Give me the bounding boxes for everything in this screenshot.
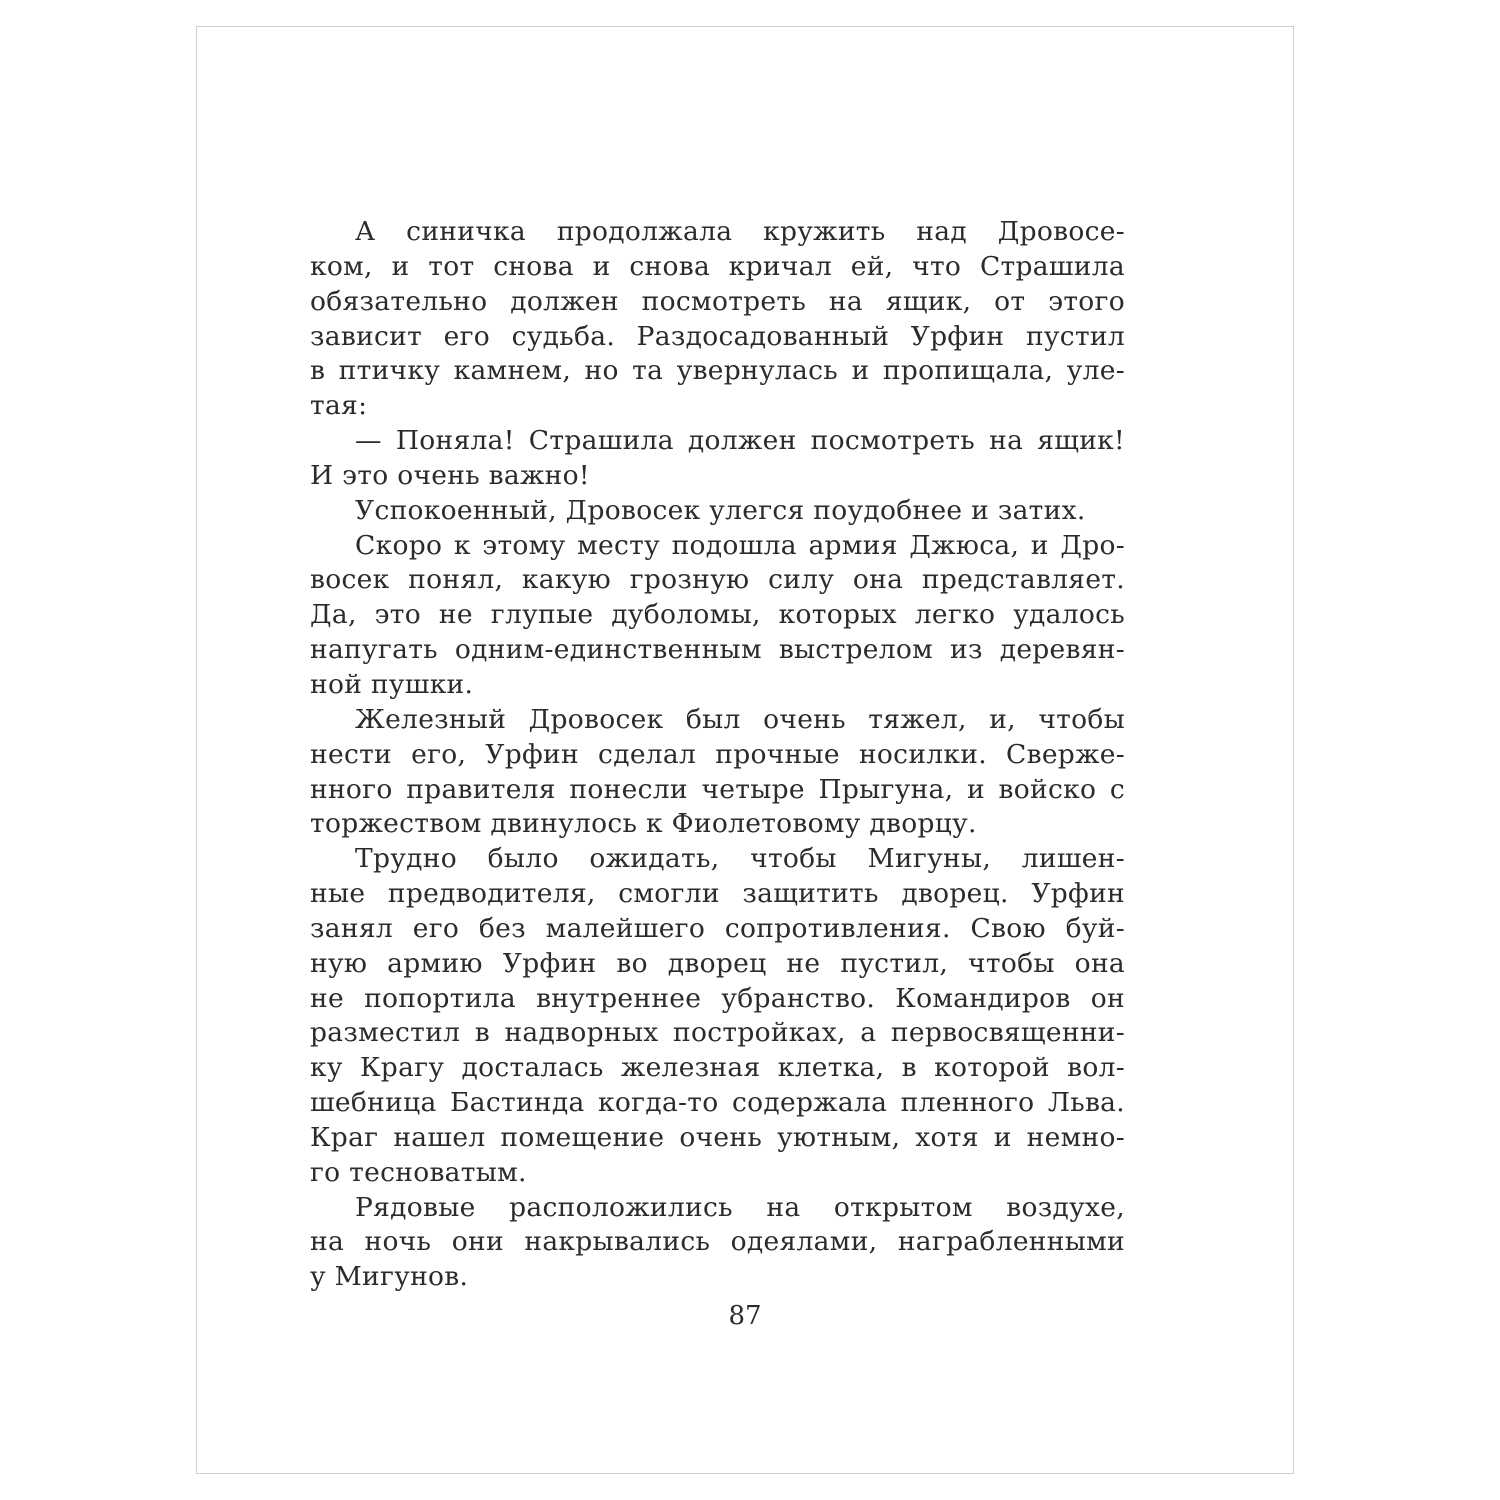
text-line: шебница Бастинда когда-то содержала пленного Льва. [310,1087,1125,1119]
page-body-text [310,215,1125,1295]
text-line: Да, это не глупые дуболомы, которых легко удалось [310,599,1125,631]
page-number: 87 [728,1301,762,1331]
text-line: Скоро к этому месту подошла армия Джюса, и Дро- [355,529,1125,561]
text-line: ные предводителя, смогли защитить дворец. Урфин [310,878,1125,910]
text-line: напугать одним-единственным выстрелом из деревян- [310,634,1125,666]
text-line: тая: [310,390,368,422]
text-line: го тесноватым. [310,1156,527,1188]
text-line: ком, и тот снова и снова кричал ей, что Страшила [310,250,1125,282]
text-line: торжеством двинулось к Фиолетовому дворцу. [310,808,977,840]
text-line: не попортила внутреннее убранство. Командиров он [310,982,1125,1014]
text-line: И это очень важно! [310,459,590,491]
text-line: у Мигунов. [310,1261,469,1293]
text-line: нного правителя понесли четыре Прыгуна, и войско с [310,773,1125,805]
book-page [196,26,1294,1474]
text-line: занял его без малейшего сопротивления. Свою буй- [310,912,1125,944]
text-line: — Поняла! Страшила должен посмотреть на ящик! [355,425,1125,457]
text-line: Рядовые расположились на открытом воздухе, [355,1191,1125,1223]
text-line: обязательно должен посмотреть на ящик, от этого [310,285,1125,317]
text-line: зависит его судьба. Раздосадованный Урфин пустил [310,320,1125,352]
text-line: в птичку камнем, но та увернулась и пропищала, уле- [310,355,1125,387]
text-line: Железный Дровосек был очень тяжел, и, чтобы [355,703,1125,735]
text-line: нести его, Урфин сделал прочные носилки. Сверже- [310,738,1125,770]
text-line: на ночь они накрывались одеялами, награбленными [310,1226,1125,1258]
text-line: восек понял, какую грозную силу она представляет. [310,564,1125,596]
text-line: Трудно было ожидать, чтобы Мигуны, лишен- [355,843,1125,875]
text-line: ной пушки. [310,668,474,700]
text-line: разместил в надворных постройках, а первосвященни- [310,1017,1125,1049]
text-line: ку Крагу досталась железная клетка, в которой вол- [310,1052,1125,1084]
text-line: Краг нашел помещение очень уютным, хотя и немно- [310,1121,1125,1153]
text-line: ную армию Урфин во дворец не пустил, чтобы она [310,947,1125,979]
text-line: Успокоенный, Дровосек улегся поудобнее и затих. [355,494,1086,526]
text-line: А синичка продолжала кружить над Дровосе- [355,216,1125,247]
